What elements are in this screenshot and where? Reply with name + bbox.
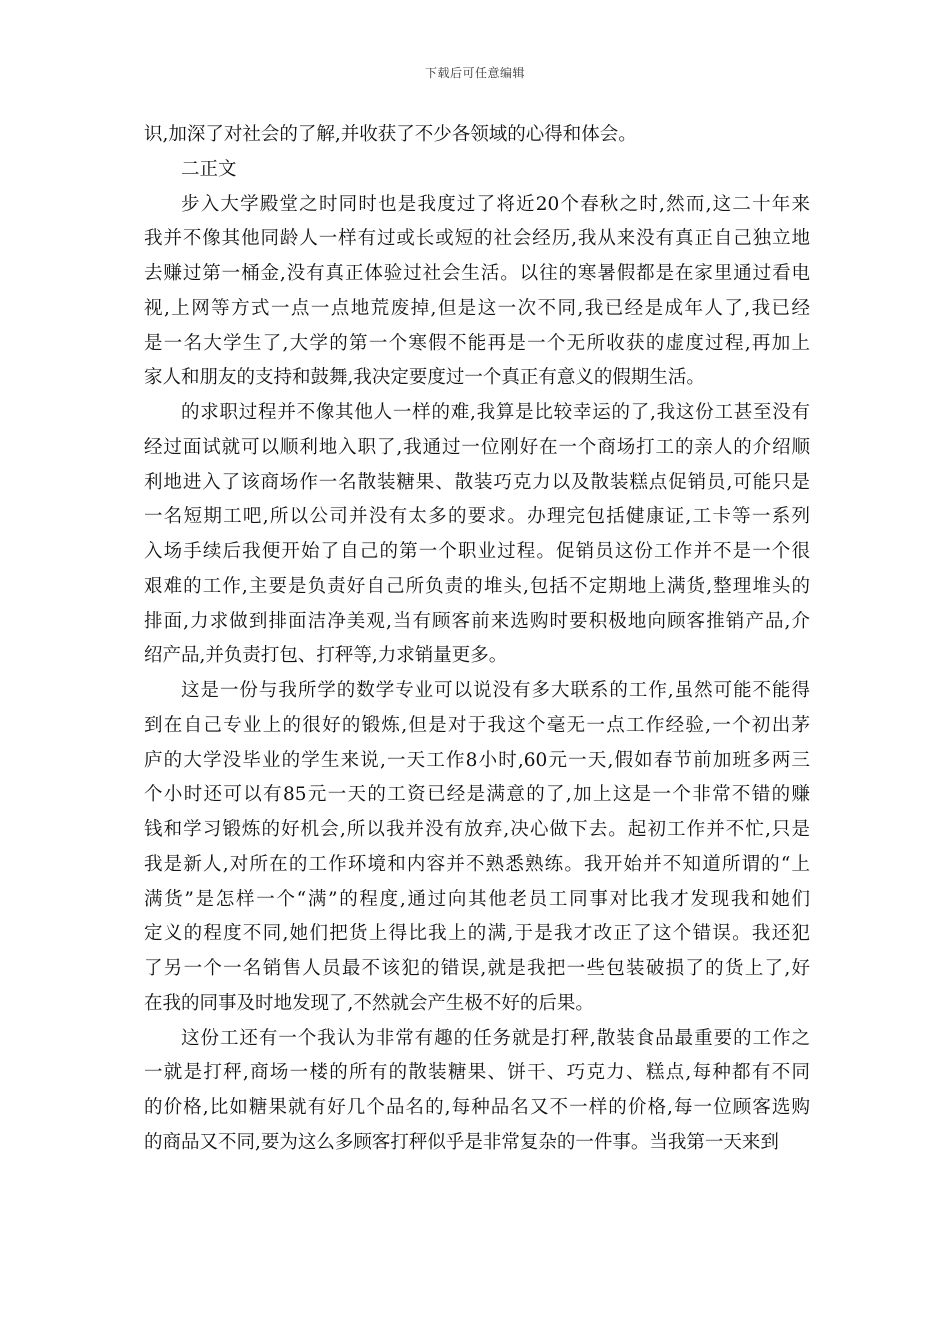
text-line: 绍产品,并负责打包、打秤等,力求销量更多。 xyxy=(144,645,508,667)
text-line: 这份工还有一个我认为非常有趣的任务就是打秤,散装食品最重要的工作之 xyxy=(181,1027,810,1049)
text-line: 的价格,比如糖果就有好几个品名的,每种品名又不一样的价格,每一位顾客选购 xyxy=(144,1097,810,1118)
text-line: 的求职过程并不像其他人一样的难,我算是比较幸运的了,我这份工甚至没有 xyxy=(181,402,810,423)
paragraph xyxy=(144,118,810,153)
paragraph xyxy=(144,153,810,188)
text-line: 是一名大学生了,大学的第一个寒假不能再是一个无所收获的虚度过程,再加上 xyxy=(144,332,810,354)
text-line: 了另一个一名销售人员最不该犯的错误,就是我把一些包装破损了的货上了,好 xyxy=(144,958,810,979)
text-line: 一名短期工吧,所以公司并没有太多的要求。办理完包括健康证,工卡等一系列 xyxy=(144,506,810,528)
text-line: 的商品又不同,要为这么多顾客打秤似乎是非常复杂的一件事。当我第一天来到 xyxy=(144,1131,779,1153)
text-line: 识,加深了对社会的了解,并收获了不少各领域的心得和体会。 xyxy=(144,124,637,145)
text-line: 定义的程度不同,她们把货上得比我上的满,于是我才改正了这个错误。我还犯 xyxy=(144,923,810,945)
text-line: 家人和朋友的支持和鼓舞,我决定要度过一个真正有意义的假期生活。 xyxy=(144,367,705,389)
text-line: 二正文 xyxy=(181,158,237,180)
page-header: 下载后可任意编辑 xyxy=(424,66,525,80)
text-line: 这是一份与我所学的数学专业可以说没有多大联系的工作,虽然可能不能得 xyxy=(181,680,810,701)
text-line: 钱和学习锻炼的好机会,所以我并没有放弃,决心做下去。起初工作并不忙,只是 xyxy=(144,819,810,840)
text-line: 在我的同事及时地发现了,不然就会产生极不好的后果。 xyxy=(144,992,594,1014)
text-line: 个小时还可以有85元一天的工资已经是满意的了,加上这是一个非常不错的赚 xyxy=(144,784,810,806)
text-line: 排面,力求做到排面洁净美观,当有顾客前来选购时要积极地向顾客推销产品,介 xyxy=(144,610,810,632)
text-line: 庐的大学没毕业的学生来说,一天工作8小时,60元一天,假如春节前加班多两三 xyxy=(144,749,810,771)
text-line: 利地进入了该商场作一名散装糖果、散装巧克力以及散装糕点促销员,可能只是 xyxy=(144,471,810,493)
paragraph xyxy=(144,396,810,674)
text-line: 到在自己专业上的很好的锻炼,但是对于我这个毫无一点工作经验,一个初出茅 xyxy=(144,714,810,736)
text-line: 我并不像其他同龄人一样有过或长或短的社会经历,我从来没有真正自己独立地 xyxy=(144,228,810,250)
text-line: 入场手续后我便开始了自己的第一个职业过程。促销员这份工作并不是一个很 xyxy=(144,541,810,562)
text-line: 经过面试就可以顺利地入职了,我通过一位刚好在一个商场打工的亲人的介绍顺 xyxy=(144,436,810,458)
text-line: 艰难的工作,主要是负责好自己所负责的堆头,包括不定期地上满货,整理堆头的 xyxy=(144,575,810,597)
text-line: 视,上网等方式一点一点地荒废掉,但是这一次不同,我已经是成年人了,我已经 xyxy=(144,297,810,319)
paragraph xyxy=(144,674,810,1022)
text-line: 步入大学殿堂之时同时也是我度过了将近20个春秋之时,然而,这二十年来 xyxy=(181,193,810,215)
paragraph xyxy=(144,188,810,397)
text-line: 满货”是怎样一个“满”的程度,通过向其他老员工同事对比我才发现我和她们 xyxy=(144,888,810,910)
paragraph xyxy=(144,1022,810,1161)
text-line: 一就是打秤,商场一楼的所有的散装糖果、饼干、巧克力、糕点,每种都有不同 xyxy=(144,1062,810,1084)
text-line: 去赚过第一桶金,没有真正体验过社会生活。以往的寒暑假都是在家里通过看电 xyxy=(144,263,810,284)
text-line: 我是新人,对所在的工作环境和内容并不熟悉熟练。我开始并不知道所谓的“上 xyxy=(144,853,810,875)
document-body xyxy=(144,118,810,1161)
